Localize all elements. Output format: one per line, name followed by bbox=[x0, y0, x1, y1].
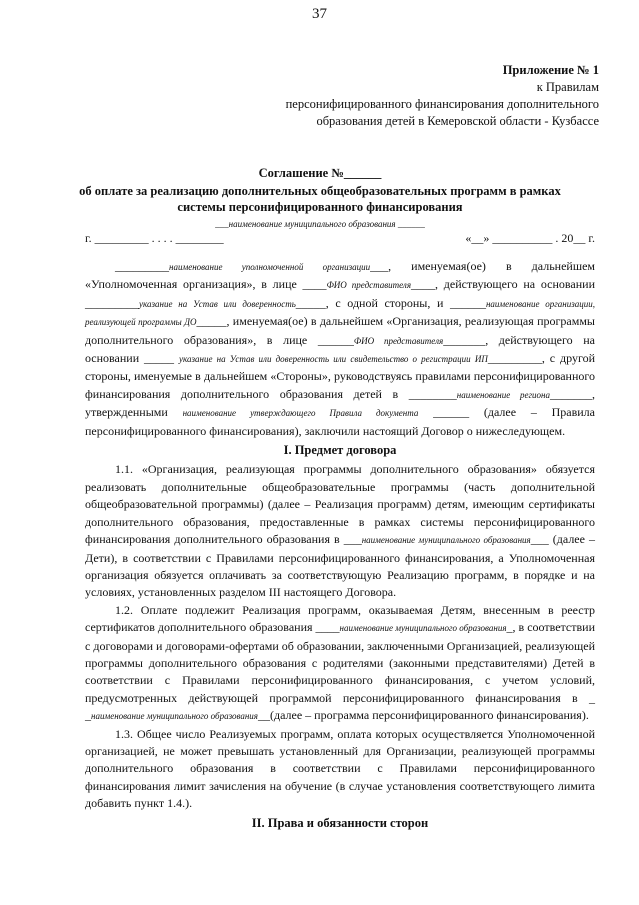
section-2-title: II. Права и обязанности сторон bbox=[251, 815, 429, 830]
hint-text: ФИО представителя bbox=[353, 335, 444, 346]
section-1-title: I. Предмет договора bbox=[283, 443, 397, 458]
hint-text: наименование уполномоченной организации bbox=[169, 262, 371, 272]
hint-text: наименование организации, реализующей программы ДО bbox=[85, 298, 596, 328]
text-segment: ______ (далее – Правила персонифицированного финансирования), заключили настоящий Договор о нижеследующем. bbox=[85, 405, 595, 438]
text-segment: 1.1. «Организация, реализующая программы дополнительного образования» обязуется реализовать дополнительные общеобразовательные программы (часть дополнительной общеобразовательной программы) (далее – Реализация программ) детям, имеющим сертификаты дополнительного образования, предоставленные в рамках системы персонифицированного финансирования дополнительного образования в ___ bbox=[85, 462, 595, 547]
document-body bbox=[85, 258, 595, 834]
text-segment: _______, действующего на основании _____ bbox=[85, 332, 595, 366]
text-segment: _, в соответствии с договорами и договорами-офертами об образовании, заключенными Организацией, реализующей программы дополнительного образования с родителями (законными представителями) Детей в соответствии с Правилами персонифицированного финансирования, с учетом условий, предусмотренных действующей программой персонифицированного финансирования в _ _ bbox=[85, 620, 595, 723]
text-segment: _________, с другой стороны, именуемые в дальнейшем «Стороны», руководствуясь правилами персонифицированного финансирования дополнительного образования детей в ________ bbox=[85, 351, 596, 401]
agreement-title: Соглашение №______ bbox=[258, 166, 382, 180]
hint-text: наименование муниципального образования bbox=[361, 535, 531, 546]
city-line: г. _________ . . . . ________ bbox=[85, 231, 224, 245]
appendix-line-1: к Правилам bbox=[536, 80, 599, 94]
hint-text: наименование региона bbox=[456, 389, 550, 400]
appendix-title: Приложение № 1 bbox=[502, 63, 599, 77]
city-date-line bbox=[85, 230, 595, 246]
clause-1-1 bbox=[85, 461, 595, 601]
agreement-subtitle-1: об оплате за реализацию дополнительных общеобразовательных программ в рамках bbox=[79, 184, 561, 198]
hint-text: наименование муниципального образования bbox=[339, 623, 507, 634]
text-segment: ____, действующего на основании _________ bbox=[85, 277, 595, 310]
hint-text: указание на Устав или доверенность или свидетельство о регистрации ИП bbox=[178, 354, 488, 365]
clause-1-3: 1.3. Общее число Реализуемых программ, оплата которых осуществляется Уполномоченной организацией, не может превышать установленный для Организации, реализующей программы дополнительного образования в соответствии с Правилами персонифицированного финансирования лимит зачисления на обучение (в случае установления соответствующего лимита добавить пункт 1.4.). bbox=[85, 726, 595, 811]
hint-text: указание на Устав или доверенность bbox=[139, 298, 296, 309]
agreement-subtitle-2: системы персонифицированного финансирования bbox=[177, 200, 463, 214]
text-segment: __(далее – программа персонифицированного финансирования). bbox=[257, 708, 589, 723]
intro-paragraph bbox=[85, 258, 595, 440]
date-line: «__» __________ . 20__ г. bbox=[465, 231, 595, 245]
municipality-hint-text: ___наименование муниципального образования ______ bbox=[215, 219, 425, 229]
page-number: 37 bbox=[312, 6, 327, 22]
appendix-line-3: образования детей в Кемеровской области - Кузбассе bbox=[316, 114, 599, 128]
hint-text: ФИО представителя bbox=[326, 280, 412, 291]
clause-1-2 bbox=[85, 602, 595, 726]
hint-text: наименование утверждающего Правила документа bbox=[182, 408, 419, 419]
text-segment: _____, именуемая(ое) в дальнейшем «Организация, реализующая программы дополнительного образования», в лице ______ bbox=[85, 314, 595, 347]
hint-text: наименование муниципального образования bbox=[91, 711, 258, 722]
text-segment: _______, утвержденными bbox=[85, 386, 595, 420]
text-segment: 1.2. Оплате подлежит Реализация программ, оказываемая Детям, внесенным в реестр сертификатов дополнительного образования ____ bbox=[85, 602, 595, 635]
appendix-line-2: персонифицированного финансирования дополнительного bbox=[285, 97, 599, 111]
text-segment: _____, с одной стороны, и ______ bbox=[295, 295, 486, 310]
blank: _________ bbox=[115, 259, 169, 273]
text-segment: ___, именуемая(ое) в дальнейшем «Уполномоченная организация», в лице ____ bbox=[85, 259, 595, 292]
text-segment: ___ (далее – Дети), в соответствии с Правилами персонифицированного финансирования, а Уполномоченная организация обязуется оплачивать за соответствующую Реализацию программ, в порядке и на условиях, установленных разделом III настоящего Договора. bbox=[85, 532, 595, 600]
appendix-block bbox=[179, 62, 599, 130]
